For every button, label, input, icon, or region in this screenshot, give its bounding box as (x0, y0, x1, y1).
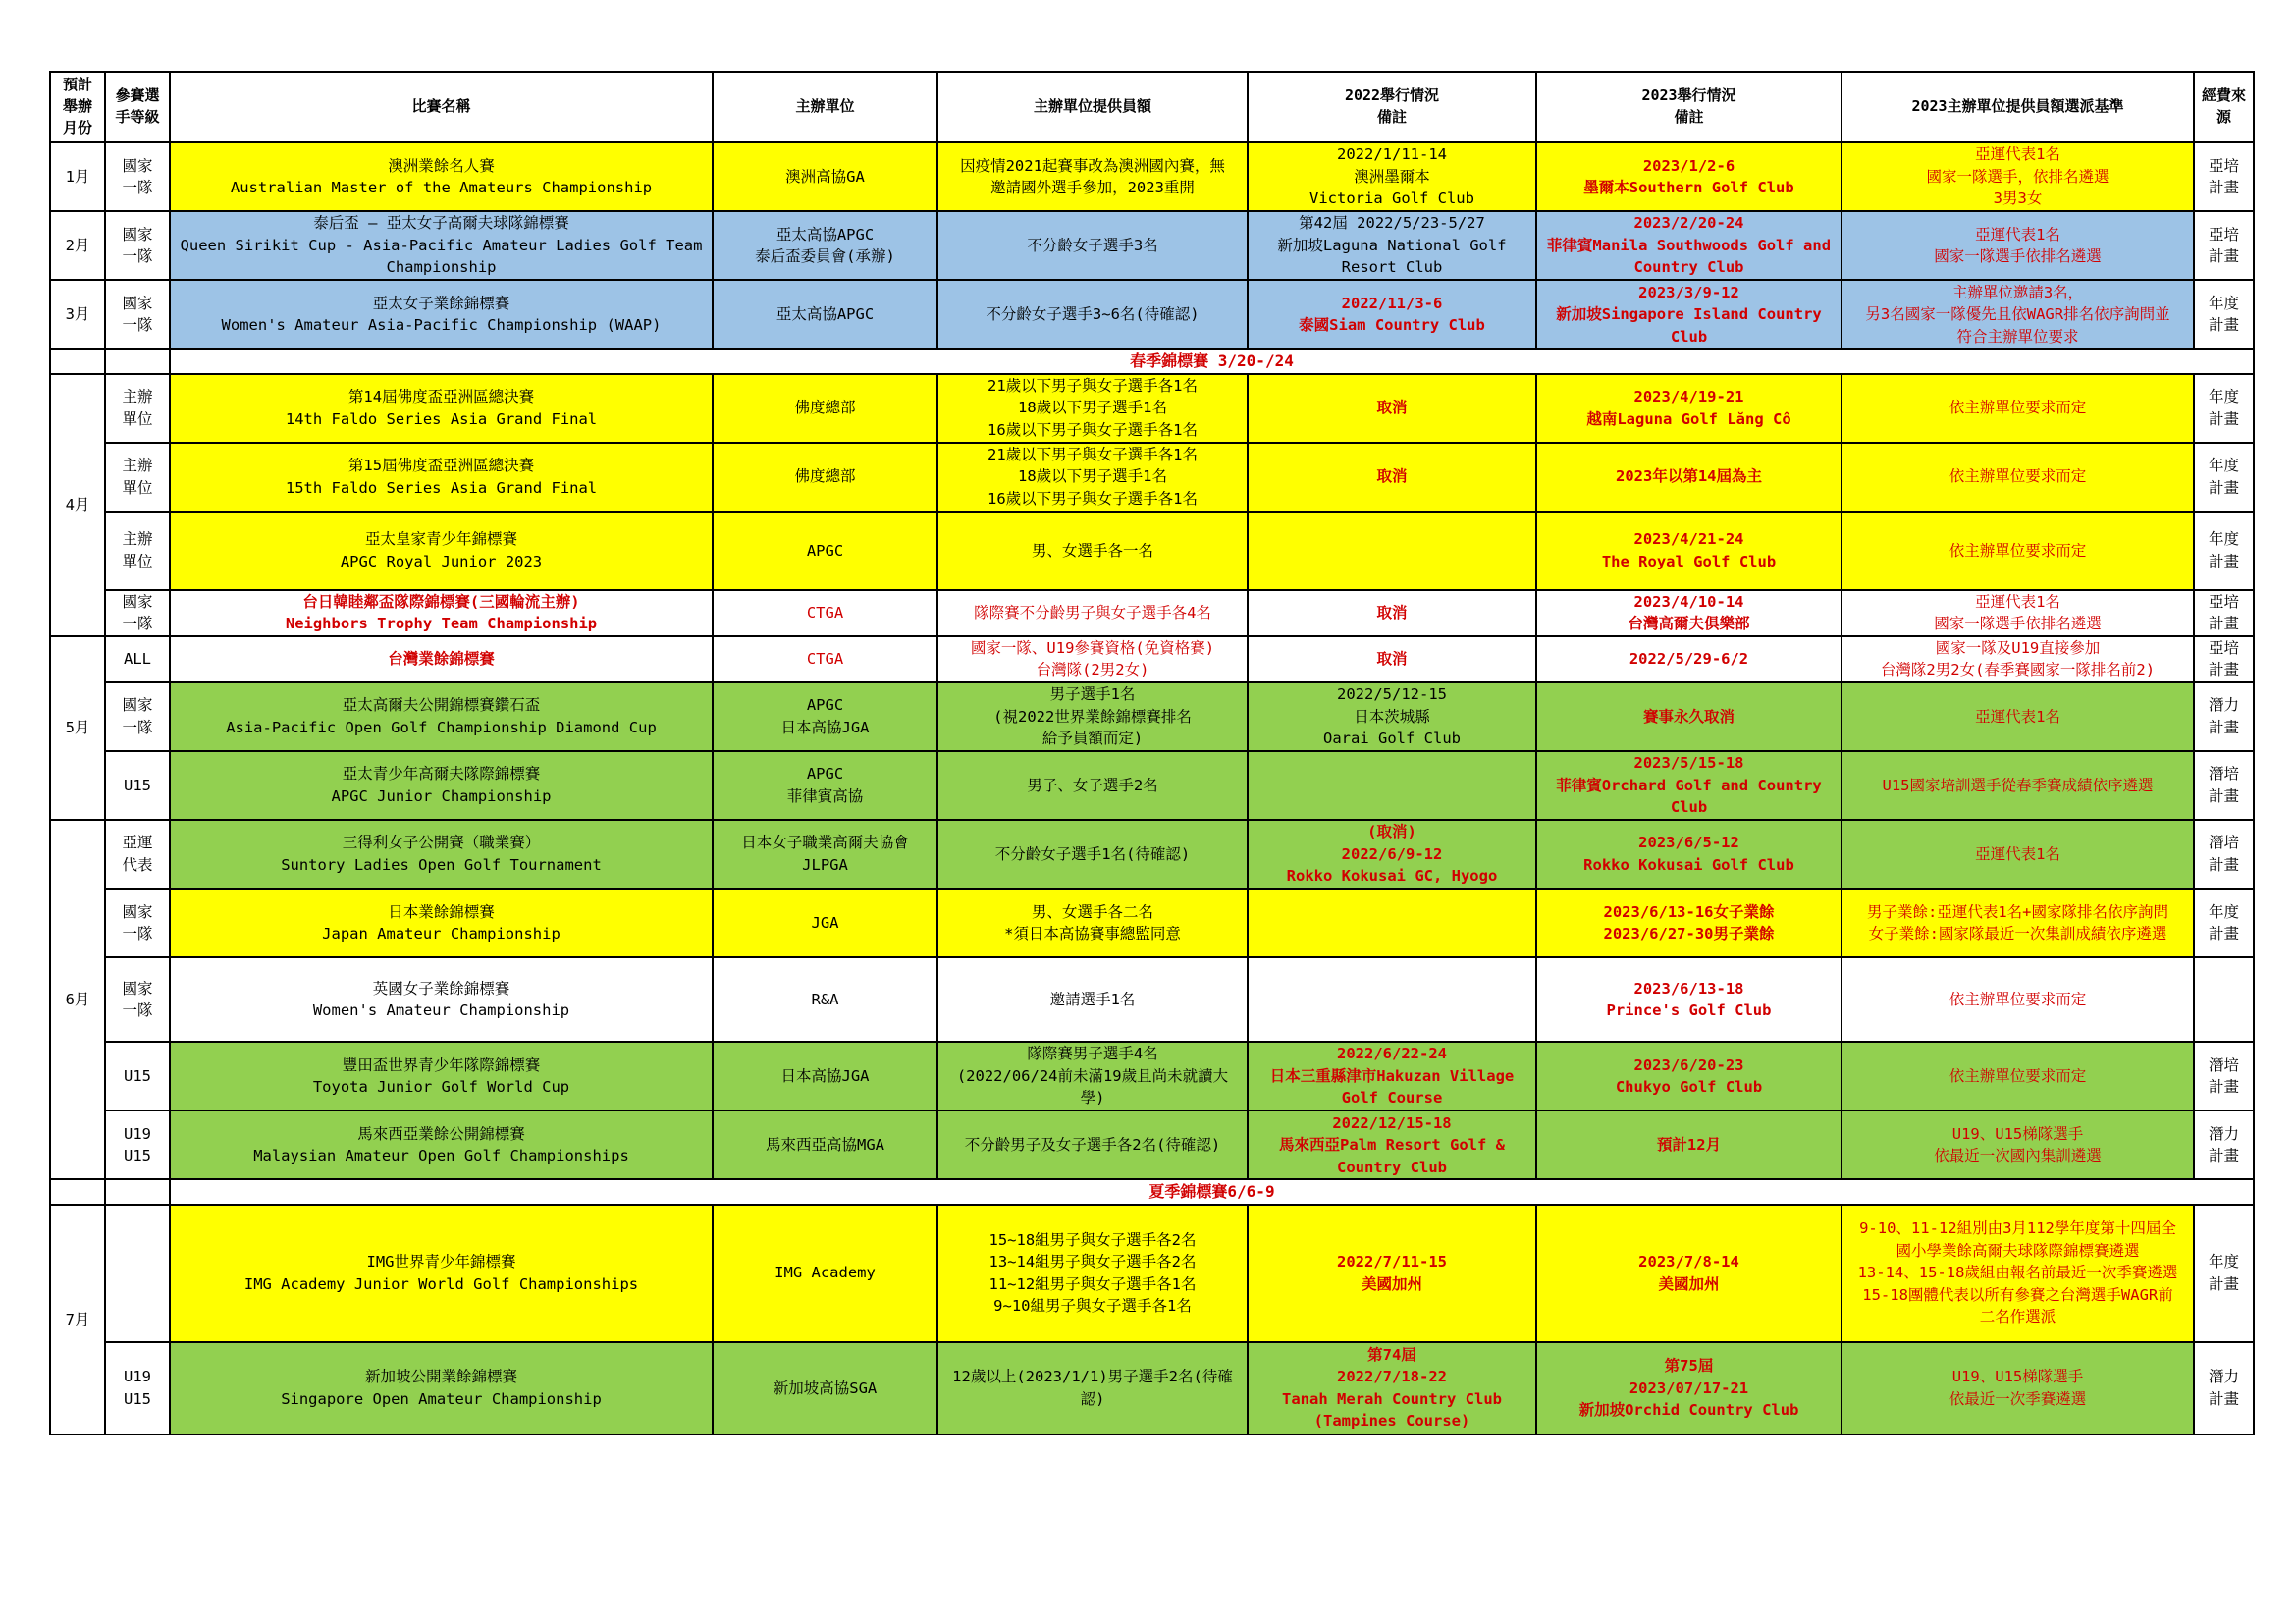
y2023-cell: 2023/4/19-21 越南Laguna Golf Lăng Cô (1536, 374, 1842, 443)
name-cell: 第14屆佛度盃亞洲區總決賽 14th Faldo Series Asia Grand Final (170, 374, 713, 443)
table-row (50, 443, 2254, 512)
org-cell: APGC 菲律賓高協 (713, 751, 937, 820)
level-cell: 國家 一隊 (105, 211, 170, 280)
y2022-cell (1248, 751, 1536, 820)
y2023-cell: 預計12月 (1536, 1110, 1842, 1179)
name-cell: IMG世界青少年錦標賽 IMG Academy Junior World Golf Championships (170, 1205, 713, 1342)
table-row (50, 751, 2254, 820)
level-cell: 國家 一隊 (105, 142, 170, 211)
basis-cell: U19、U15梯隊選手 依最近一次國內集訓遴選 (1842, 1110, 2194, 1179)
month-cell: 2月 (50, 211, 105, 280)
month-cell: 5月 (50, 636, 105, 820)
spring-season-label: 春季錦標賽 3/20-/24 (170, 349, 2254, 373)
name-cell: 亞太皇家青少年錦標賽 APGC Royal Junior 2023 (170, 512, 713, 590)
y2023-cell: 2023年以第14屆為主 (1536, 443, 1842, 512)
y2023-cell: 2023/5/15-18 菲律賓Orchard Golf and Country Club (1536, 751, 1842, 820)
level-cell: 國家 一隊 (105, 280, 170, 349)
y2023-cell: 賽事永久取消 (1536, 682, 1842, 751)
fund-cell: 年度 計畫 (2194, 374, 2254, 443)
y2022-cell (1248, 957, 1536, 1042)
org-cell: APGC (713, 512, 937, 590)
table-row (50, 280, 2254, 349)
table-row (50, 1110, 2254, 1179)
season-empty-cell (50, 1179, 105, 1204)
tournament-schedule-table (49, 71, 2255, 1435)
y2022-cell: 2022/12/15-18 馬來西亞Palm Resort Golf & Country Club (1248, 1110, 1536, 1179)
level-cell: 國家 一隊 (105, 682, 170, 751)
y2022-cell: 2022/1/11-14 澳洲墨爾本 Victoria Golf Club (1248, 142, 1536, 211)
fund-cell: 潛培 計畫 (2194, 1042, 2254, 1110)
name-cell: 台灣業餘錦標賽 (170, 636, 713, 682)
y2022-cell (1248, 512, 1536, 590)
y2022-cell: 2022/11/3-6 泰國Siam Country Club (1248, 280, 1536, 349)
quota-cell: 隊際賽男子選手4名 (2022/06/24前未滿19歲且尚未就讀大 學) (937, 1042, 1248, 1110)
fund-cell: 亞培 計畫 (2194, 590, 2254, 636)
y2023-cell: 2023/6/13-16女子業餘 2023/6/27-30男子業餘 (1536, 889, 1842, 957)
org-cell: 日本女子職業高爾夫協會 JLPGA (713, 820, 937, 889)
y2023-cell: 2022/5/29-6/2 (1536, 636, 1842, 682)
basis-cell: 依主辦單位要求而定 (1842, 443, 2194, 512)
name-cell: 亞太女子業餘錦標賽 Women's Amateur Asia-Pacific Championship (WAAP) (170, 280, 713, 349)
quota-cell: 隊際賽不分齡男子與女子選手各4名 (937, 590, 1248, 636)
fund-cell: 年度 計畫 (2194, 1205, 2254, 1342)
quota-cell: 男、女選手各二名 *須日本高協賽事總監同意 (937, 889, 1248, 957)
basis-cell: 亞運代表1名 國家一隊選手依排名遴選 (1842, 590, 2194, 636)
quota-cell: 21歲以下男子與女子選手各1名 18歲以下男子選手1名 16歲以下男子與女子選手各1名 (937, 443, 1248, 512)
basis-cell: 國家一隊及U19直接參加 台灣隊2男2女(春季賽國家一隊排名前2) (1842, 636, 2194, 682)
y2022-cell: (取消) 2022/6/9-12 Rokko Kokusai GC, Hyogo (1248, 820, 1536, 889)
org-cell: 日本高協JGA (713, 1042, 937, 1110)
level-cell: 國家 一隊 (105, 590, 170, 636)
quota-cell: 國家一隊、U19參賽資格(免資格賽) 台灣隊(2男2女) (937, 636, 1248, 682)
season-empty-cell (105, 1179, 170, 1204)
org-cell: JGA (713, 889, 937, 957)
season-row (50, 1179, 2254, 1204)
name-cell: 台日韓睦鄰盃隊際錦標賽(三國輪流主辦) Neighbors Trophy Team Championship (170, 590, 713, 636)
org-cell: 佛度總部 (713, 443, 937, 512)
table-row (50, 1205, 2254, 1342)
name-cell: 第15屆佛度盃亞洲區總決賽 15th Faldo Series Asia Grand Final (170, 443, 713, 512)
month-cell: 3月 (50, 280, 105, 349)
org-cell: 澳洲高協GA (713, 142, 937, 211)
org-cell: R&A (713, 957, 937, 1042)
level-cell: 主辦 單位 (105, 443, 170, 512)
quota-cell: 不分齡女子選手1名(待確認) (937, 820, 1248, 889)
basis-cell: 亞運代表1名 (1842, 820, 2194, 889)
y2022-cell: 取消 (1248, 590, 1536, 636)
header-name: 比賽名稱 (170, 72, 713, 142)
y2022-cell: 2022/7/11-15 美國加州 (1248, 1205, 1536, 1342)
table-row (50, 1342, 2254, 1435)
basis-cell: 男子業餘:亞運代表1名+國家隊排名依序詢問 女子業餘:國家隊最近一次集訓成績依序遴選 (1842, 889, 2194, 957)
y2022-cell (1248, 889, 1536, 957)
table-row (50, 142, 2254, 211)
y2022-cell: 第74屆 2022/7/18-22 Tanah Merah Country Club (Tampines Course) (1248, 1342, 1536, 1435)
y2023-cell: 2023/4/10-14 台灣高爾夫俱樂部 (1536, 590, 1842, 636)
month-cell: 6月 (50, 820, 105, 1179)
level-cell: U19 U15 (105, 1342, 170, 1435)
level-cell: U15 (105, 751, 170, 820)
quota-cell: 12歲以上(2023/1/1)男子選手2名(待確 認) (937, 1342, 1248, 1435)
fund-cell: 潛力 計畫 (2194, 682, 2254, 751)
header-2023: 2023舉行情況 備註 (1536, 72, 1842, 142)
name-cell: 新加坡公開業餘錦標賽 Singapore Open Amateur Championship (170, 1342, 713, 1435)
season-row (50, 349, 2254, 373)
y2022-cell: 2022/5/12-15 日本茨城縣 Oarai Golf Club (1248, 682, 1536, 751)
header-basis: 2023主辦單位提供員額選派基準 (1842, 72, 2194, 142)
level-cell: 國家 一隊 (105, 889, 170, 957)
y2023-cell: 2023/3/9-12 新加坡Singapore Island Country Club (1536, 280, 1842, 349)
header-fund: 經費來源 (2194, 72, 2254, 142)
quota-cell: 不分齡女子選手3~6名(待確認) (937, 280, 1248, 349)
fund-cell: 潛培 計畫 (2194, 820, 2254, 889)
fund-cell: 亞培 計畫 (2194, 142, 2254, 211)
level-cell: U15 (105, 1042, 170, 1110)
name-cell: 亞太青少年高爾夫隊際錦標賽 APGC Junior Championship (170, 751, 713, 820)
basis-cell: U19、U15梯隊選手 依最近一次季賽遴選 (1842, 1342, 2194, 1435)
name-cell: 三得利女子公開賽（職業賽） Suntory Ladies Open Golf Tournament (170, 820, 713, 889)
basis-cell: U15國家培訓選手從春季賽成績依序遴選 (1842, 751, 2194, 820)
table-row (50, 820, 2254, 889)
y2023-cell: 2023/6/5-12 Rokko Kokusai Golf Club (1536, 820, 1842, 889)
basis-cell: 9-10、11-12組別由3月112學年度第十四屆全 國小學業餘高爾夫球隊際錦標賽遴選 13-14、15-18歲組由報名前最近一次季賽遴選 15-18團體代表以所有參賽之台灣選手WAGR前 二名作選派 (1842, 1205, 2194, 1342)
basis-cell: 亞運代表1名 國家一隊選手依排名遴選 (1842, 211, 2194, 280)
header-quota: 主辦單位提供員額 (937, 72, 1248, 142)
name-cell: 英國女子業餘錦標賽 Women's Amateur Championship (170, 957, 713, 1042)
org-cell: 亞太高協APGC (713, 280, 937, 349)
level-cell: 國家 一隊 (105, 957, 170, 1042)
org-cell: IMG Academy (713, 1205, 937, 1342)
fund-cell: 亞培 計畫 (2194, 636, 2254, 682)
basis-cell: 依主辦單位要求而定 (1842, 1042, 2194, 1110)
quota-cell: 不分齡女子選手3名 (937, 211, 1248, 280)
name-cell: 澳洲業餘名人賽 Australian Master of the Amateurs Championship (170, 142, 713, 211)
basis-cell: 主辦單位邀請3名， 另3名國家一隊優先且依WAGR排名依序詢問並 符合主辦單位要求 (1842, 280, 2194, 349)
level-cell: 主辦 單位 (105, 374, 170, 443)
fund-cell (2194, 957, 2254, 1042)
y2023-cell: 2023/7/8-14 美國加州 (1536, 1205, 1842, 1342)
basis-cell: 依主辦單位要求而定 (1842, 374, 2194, 443)
table-row (50, 957, 2254, 1042)
y2022-cell: 取消 (1248, 374, 1536, 443)
y2023-cell: 2023/6/20-23 Chukyo Golf Club (1536, 1042, 1842, 1110)
level-cell: U19 U15 (105, 1110, 170, 1179)
fund-cell: 年度 計畫 (2194, 443, 2254, 512)
basis-cell: 依主辦單位要求而定 (1842, 957, 2194, 1042)
y2022-cell: 2022/6/22-24 日本三重縣津市Hakuzan Village Golf Course (1248, 1042, 1536, 1110)
table-row (50, 889, 2254, 957)
quota-cell: 15~18組男子與女子選手各2名 13~14組男子與女子選手各2名 11~12組男子與女子選手各1名 9~10組男子與女子選手各1名 (937, 1205, 1248, 1342)
month-cell: 1月 (50, 142, 105, 211)
month-cell: 4月 (50, 374, 105, 636)
month-cell: 7月 (50, 1205, 105, 1435)
name-cell: 馬來西亞業餘公開錦標賽 Malaysian Amateur Open Golf Championships (170, 1110, 713, 1179)
org-cell: 亞太高協APGC 泰后盃委員會(承辦) (713, 211, 937, 280)
table-row (50, 682, 2254, 751)
basis-cell: 亞運代表1名 (1842, 682, 2194, 751)
quota-cell: 男、女選手各一名 (937, 512, 1248, 590)
name-cell: 亞太高爾夫公開錦標賽鑽石盃 Asia-Pacific Open Golf Championship Diamond Cup (170, 682, 713, 751)
quota-cell: 男子、女子選手2名 (937, 751, 1248, 820)
basis-cell: 依主辦單位要求而定 (1842, 512, 2194, 590)
y2023-cell: 2023/6/13-18 Prince's Golf Club (1536, 957, 1842, 1042)
level-cell: ALL (105, 636, 170, 682)
level-cell: 亞運 代表 (105, 820, 170, 889)
y2023-cell: 2023/2/20-24 菲律賓Manila Southwoods Golf and Country Club (1536, 211, 1842, 280)
table-row (50, 512, 2254, 590)
fund-cell: 亞培 計畫 (2194, 211, 2254, 280)
org-cell: 新加坡高協SGA (713, 1342, 937, 1435)
level-cell: 主辦 單位 (105, 512, 170, 590)
level-cell (105, 1205, 170, 1342)
header-row (50, 72, 2254, 142)
name-cell: 泰后盃 — 亞太女子高爾夫球隊錦標賽 Queen Sirikit Cup - Asia-Pacific Amateur Ladies Golf Team Championship (170, 211, 713, 280)
table-row (50, 211, 2254, 280)
season-empty-cell (105, 349, 170, 373)
header-month: 預計舉辦月份 (50, 72, 105, 142)
basis-cell: 亞運代表1名 國家一隊選手，依排名遴選 3男3女 (1842, 142, 2194, 211)
fund-cell: 潛力 計畫 (2194, 1110, 2254, 1179)
quota-cell: 男子選手1名 (視2022世界業餘錦標賽排名 給予員額而定) (937, 682, 1248, 751)
header-level: 參賽選手等級 (105, 72, 170, 142)
table-row (50, 590, 2254, 636)
y2022-cell: 取消 (1248, 636, 1536, 682)
header-2022: 2022舉行情況 備註 (1248, 72, 1536, 142)
y2023-cell: 2023/1/2-6 墨爾本Southern Golf Club (1536, 142, 1842, 211)
fund-cell: 年度 計畫 (2194, 280, 2254, 349)
fund-cell: 潛力 計畫 (2194, 1342, 2254, 1435)
org-cell: 佛度總部 (713, 374, 937, 443)
fund-cell: 年度 計畫 (2194, 512, 2254, 590)
table-row (50, 374, 2254, 443)
quota-cell: 邀請選手1名 (937, 957, 1248, 1042)
fund-cell: 年度 計畫 (2194, 889, 2254, 957)
y2023-cell: 第75屆 2023/07/17-21 新加坡Orchid Country Club (1536, 1342, 1842, 1435)
name-cell: 豐田盃世界青少年隊際錦標賽 Toyota Junior Golf World Cup (170, 1042, 713, 1110)
quota-cell: 因疫情2021起賽事改為澳洲國內賽，無 邀請國外選手參加，2023重開 (937, 142, 1248, 211)
org-cell: CTGA (713, 636, 937, 682)
org-cell: CTGA (713, 590, 937, 636)
season-empty-cell (50, 349, 105, 373)
quota-cell: 21歲以下男子與女子選手各1名 18歲以下男子選手1名 16歲以下男子與女子選手各1名 (937, 374, 1248, 443)
name-cell: 日本業餘錦標賽 Japan Amateur Championship (170, 889, 713, 957)
y2023-cell: 2023/4/21-24 The Royal Golf Club (1536, 512, 1842, 590)
org-cell: APGC 日本高協JGA (713, 682, 937, 751)
table-row (50, 636, 2254, 682)
y2022-cell: 第42屆 2022/5/23-5/27 新加坡Laguna National Golf Resort Club (1248, 211, 1536, 280)
header-org: 主辦單位 (713, 72, 937, 142)
quota-cell: 不分齡男子及女子選手各2名(待確認) (937, 1110, 1248, 1179)
org-cell: 馬來西亞高協MGA (713, 1110, 937, 1179)
y2022-cell: 取消 (1248, 443, 1536, 512)
summer-season-label: 夏季錦標賽6/6-9 (170, 1179, 2254, 1204)
fund-cell: 潛培 計畫 (2194, 751, 2254, 820)
table-row (50, 1042, 2254, 1110)
